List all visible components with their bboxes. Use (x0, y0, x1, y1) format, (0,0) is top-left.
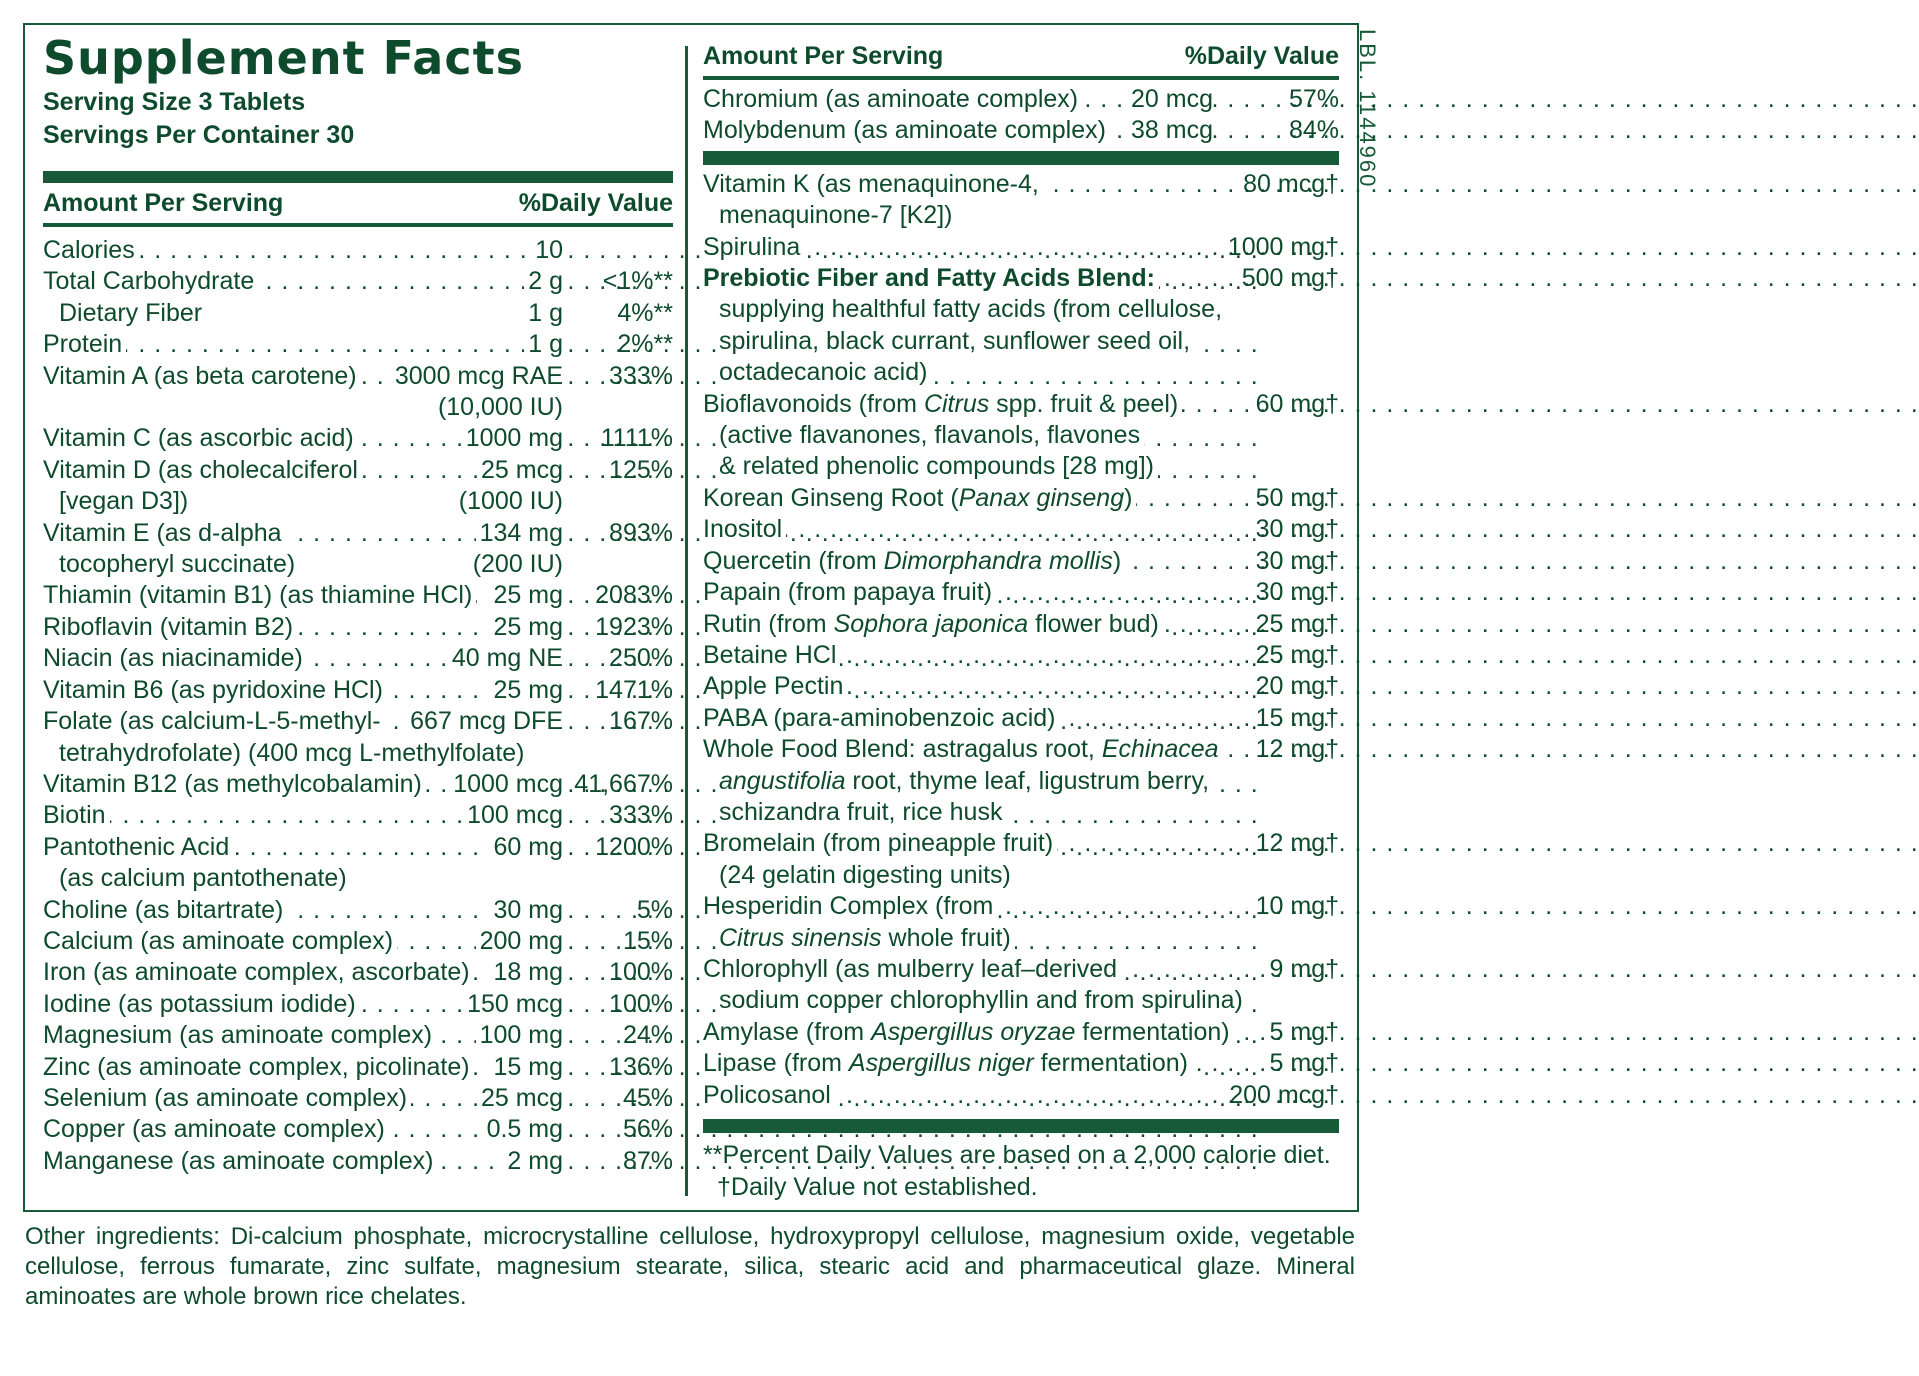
nutrient-name: Iron (as aminoate complex, ascorbate) 18 mg . . . (43, 957, 563, 988)
nutrient-name: Magnesium (as aminoate complex) 100 mg . . . (43, 1020, 563, 1051)
nutrient-name: Quercetin (from Dimorphandra mollis) . . . (703, 546, 1213, 577)
nutrient-amount: (10,000 IU) (434, 392, 563, 423)
nutrient-row (703, 860, 1339, 891)
nutrient-amount: 30 mg (490, 895, 563, 926)
nutrient-amount: 0.5 mg (483, 1114, 563, 1145)
nutrient-name: Selenium (as aminoate complex) 25 mcg . . . (43, 1083, 563, 1114)
nutrient-row (703, 671, 1339, 702)
nutrient-amount: 25 mg (490, 580, 563, 611)
nutrient-row (43, 863, 673, 894)
nutrient-daily-value: 333% (609, 801, 673, 830)
nutrient-row (43, 423, 673, 454)
nutrient-daily-value: 893% (609, 518, 673, 547)
nutrient-daily-value (1213, 797, 1339, 828)
nutrient-daily-value: 9 mg† (1269, 954, 1339, 983)
nutrient-amount: 1 g (524, 298, 563, 329)
nutrient-name: (24 gelatin digesting units) (703, 860, 1213, 891)
nutrient-daily-value: 25 mg† (1255, 609, 1339, 638)
nutrient-daily-value: 87% (622, 1146, 673, 1175)
nutrient-name: Vitamin K (as menaquinone-4, . . . (703, 169, 1213, 200)
nutrient-row (43, 266, 673, 297)
nutrient-row (43, 1020, 673, 1051)
nutrient-name: Lipase (from Aspergillus niger fermentation) . . . (703, 1048, 1213, 1079)
nutrient-name: Vitamin A (as beta carotene) 3000 mcg RAE . . . (43, 361, 563, 392)
nutrient-row (703, 640, 1339, 671)
nutrient-daily-value: 250% (609, 644, 673, 673)
nutrient-row (43, 518, 673, 549)
nutrient-name: Riboflavin (vitamin B2) 25 mg . . . (43, 612, 563, 643)
nutrient-name: Folate (as calcium-L-5-methyl- 667 mcg DFE . . . (43, 706, 563, 737)
nutrient-name: tetrahydrofolate) (400 mcg L-methylfolate) (43, 738, 563, 769)
nutrient-daily-value: 1111% (600, 424, 673, 453)
nutrient-daily-value (563, 738, 673, 769)
nutrient-row (43, 235, 673, 266)
nutrient-amount: 1 g (524, 329, 563, 360)
nutrient-name: & related phenolic compounds [28 mg]) (703, 451, 1213, 482)
nutrient-daily-value: 30 mg† (1255, 578, 1339, 607)
nutrient-amount: 10 (531, 235, 563, 266)
nutrient-name: Apple Pectin . . . (703, 671, 1213, 702)
nutrient-name: Amylase (from Aspergillus oryzae fermentation) . . . (703, 1017, 1213, 1048)
nutrient-amount: 1000 mcg (449, 769, 563, 800)
nutrient-row (43, 800, 673, 831)
nutrient-daily-value: 1000 mg† (1227, 232, 1339, 261)
nutrient-name: (active flavanones, flavanols, flavones (703, 420, 1213, 451)
nutrient-row (703, 514, 1339, 545)
nutrient-row (703, 389, 1339, 420)
nutrient-name: Spirulina . . . (703, 232, 1213, 263)
nutrient-daily-value: 2083% (595, 581, 673, 610)
footnote-daily-values: **Percent Daily Values are based on a 2,000 calorie diet. (703, 1141, 1331, 1169)
nutrient-name: Biotin 100 mcg . . . (43, 800, 563, 831)
nutrient-amount: 100 mcg (463, 800, 563, 831)
nutrient-daily-value: 1923% (595, 612, 673, 641)
nutrient-amount: 134 mg (476, 518, 563, 549)
nutrient-row (43, 580, 673, 611)
nutrient-row (43, 957, 673, 988)
nutrient-daily-value: 1471% (595, 675, 673, 704)
nutrient-name: tocopheryl succinate) (200 IU) (43, 549, 563, 580)
nutrient-amount: (1000 IU) (455, 486, 563, 517)
nutrient-row (703, 546, 1339, 577)
nutrient-daily-value: 24% (622, 1021, 673, 1050)
nutrient-daily-value: 84% (1288, 116, 1339, 145)
nutrient-row (703, 115, 1339, 146)
nutrient-row (703, 1080, 1339, 1111)
nutrient-daily-value (1213, 860, 1339, 891)
nutrient-daily-value: 2%** (617, 330, 673, 359)
nutrient-row (43, 769, 673, 800)
thin-rule (43, 223, 673, 227)
nutrient-daily-value: 500 mg† (1241, 264, 1339, 293)
nutrient-row (43, 895, 673, 926)
nutrient-name: Vitamin B6 (as pyridoxine HCl) 25 mg . . . (43, 675, 563, 706)
nutrient-row (703, 420, 1339, 451)
nutrient-daily-value: 1200% (595, 832, 673, 861)
daily-value-label: %Daily Value (1184, 42, 1339, 70)
nutrient-row (703, 232, 1339, 263)
nutrient-amount: (200 IU) (469, 549, 563, 580)
left-nutrient-list (43, 235, 673, 1177)
nutrient-row (703, 1017, 1339, 1048)
nutrient-name: Whole Food Blend: astragalus root, Echinacea . . . (703, 734, 1213, 765)
nutrient-amount: 25 mcg (477, 1083, 563, 1114)
nutrient-row (43, 643, 673, 674)
nutrient-amount: 100 mg (476, 1020, 563, 1051)
amount-per-serving-label: Amount Per Serving (703, 42, 944, 70)
nutrient-amount: 2 g (524, 266, 563, 297)
nutrient-row (703, 263, 1339, 294)
nutrient-row (43, 1146, 673, 1177)
servings-per-container: Servings Per Container 30 (43, 121, 355, 149)
nutrient-row (43, 549, 673, 580)
nutrient-name: Iodine (as potassium iodide) 150 mcg . . . (43, 989, 563, 1020)
nutrient-amount: 25 mg (490, 675, 563, 706)
nutrient-row (703, 734, 1339, 765)
nutrient-daily-value: 12 mg† (1255, 829, 1339, 858)
nutrient-name: schizandra fruit, rice husk (703, 797, 1213, 828)
nutrient-row (703, 84, 1339, 115)
column-header-right (703, 36, 1339, 76)
nutrient-row (703, 326, 1339, 357)
nutrient-row (703, 891, 1339, 922)
nutrient-amount: 60 mg (490, 832, 563, 863)
nutrient-name: Choline (as bitartrate) 30 mg . . . (43, 895, 563, 926)
nutrient-row (703, 923, 1339, 954)
nutrient-daily-value (563, 549, 673, 580)
nutrient-row (43, 329, 673, 360)
nutrient-daily-value: 100% (609, 989, 673, 1018)
nutrient-name: Vitamin B12 (as methylcobalamin) 1000 mcg . . . (43, 769, 563, 800)
nutrient-daily-value (1213, 420, 1339, 451)
right-ingredient-list (703, 169, 1339, 1111)
daily-value-label: %Daily Value (518, 189, 673, 217)
nutrient-amount: 38 mcg (1127, 115, 1213, 146)
nutrient-name: Manganese (as aminoate complex) 2 mg . . . (43, 1146, 563, 1177)
nutrient-name: supplying healthful fatty acids (from cellulose, (703, 294, 1213, 325)
nutrient-row (703, 294, 1339, 325)
nutrient-name: Calcium (as aminoate complex) 200 mg . . . (43, 926, 563, 957)
nutrient-row (703, 985, 1339, 1016)
nutrient-daily-value: 80 mcg† (1243, 169, 1339, 198)
nutrient-amount: 3000 mcg RAE (391, 361, 563, 392)
nutrient-name: Total Carbohydrate 2 g . . . (43, 266, 563, 297)
nutrient-name: Vitamin E (as d-alpha 134 mg . . . (43, 518, 563, 549)
nutrient-daily-value: 56% (622, 1115, 673, 1144)
footnote-not-established: †Daily Value not established. (717, 1173, 1038, 1201)
nutrient-daily-value: <1%** (602, 267, 673, 296)
right-top-nutrient-list (703, 84, 1339, 147)
nutrient-name: sodium copper chlorophyllin and from spirulina) (703, 985, 1213, 1016)
nutrient-name (43, 392, 563, 423)
nutrient-row (43, 706, 673, 737)
nutrient-amount: 200 mg (476, 926, 563, 957)
nutrient-daily-value: 100% (609, 958, 673, 987)
nutrient-daily-value: 12 mg† (1255, 735, 1339, 764)
nutrient-name: menaquinone-7 [K2]) (703, 200, 1213, 231)
nutrient-daily-value: 30 mg† (1255, 546, 1339, 575)
nutrient-daily-value: 5 mg† (1269, 1049, 1339, 1078)
nutrient-amount: 25 mcg (477, 455, 563, 486)
nutrient-row (43, 612, 673, 643)
nutrient-amount: 2 mg (503, 1146, 563, 1177)
nutrient-row (43, 675, 673, 706)
thin-rule (703, 76, 1339, 80)
nutrient-name: Inositol . . . (703, 514, 1213, 545)
nutrient-row (43, 1052, 673, 1083)
nutrient-daily-value (1213, 326, 1339, 357)
nutrient-row (43, 926, 673, 957)
nutrient-row (43, 455, 673, 486)
nutrient-daily-value: 4%** (617, 298, 673, 327)
nutrient-name: Korean Ginseng Root (Panax ginseng) . . . (703, 483, 1213, 514)
nutrient-amount: 1000 mg (462, 423, 563, 454)
nutrient-name: Niacin (as niacinamide) 40 mg NE . . . (43, 643, 563, 674)
nutrient-name: Vitamin D (as cholecalciferol 25 mcg . . . (43, 455, 563, 486)
nutrient-row (43, 738, 673, 769)
nutrient-daily-value (1213, 923, 1339, 954)
nutrient-name: spirulina, black currant, sunflower seed oil, (703, 326, 1213, 357)
nutrient-row (43, 832, 673, 863)
nutrient-row (703, 828, 1339, 859)
nutrient-amount: 20 mcg (1127, 84, 1213, 115)
nutrient-daily-value (1213, 200, 1339, 231)
panel-title: Supplement Facts (43, 31, 524, 85)
nutrient-daily-value (1213, 451, 1339, 482)
nutrient-row (703, 577, 1339, 608)
nutrient-daily-value (1213, 766, 1339, 797)
nutrient-daily-value: 45% (622, 1083, 673, 1112)
nutrient-daily-value: 167% (609, 707, 673, 736)
nutrient-row (703, 609, 1339, 640)
nutrient-daily-value: 5% (636, 895, 673, 924)
nutrient-name: Pantothenic Acid 60 mg . . . (43, 832, 563, 863)
nutrient-name: [vegan D3]) (1000 IU) (43, 486, 563, 517)
nutrient-name: angustifolia root, thyme leaf, ligustrum berry, (703, 766, 1213, 797)
nutrient-row (703, 1048, 1339, 1079)
nutrient-daily-value (1213, 357, 1339, 388)
other-ingredients: Other ingredients: Di-calcium phosphate, microcrystalline cellulose, hydroxypropyl cellulose, magnesium oxide, vegetable cellulose, ferrous fumarate, zinc sulfate, magnesium stearate, silica, stearic acid and pharmaceutical glaze. Mineral aminoates are whole brown rice chelates. (25, 1223, 1355, 1310)
nutrient-daily-value (563, 392, 673, 423)
nutrient-row (43, 989, 673, 1020)
nutrient-row (43, 486, 673, 517)
nutrient-daily-value: 200 mcg† (1229, 1080, 1339, 1109)
nutrient-name: Bromelain (from pineapple fruit) . . . (703, 828, 1213, 859)
nutrient-row (43, 361, 673, 392)
nutrient-row (703, 200, 1339, 231)
nutrient-name: Zinc (as aminoate complex, picolinate) 15 mg . . . (43, 1052, 563, 1083)
nutrient-name: Calories 10 . . . (43, 235, 563, 266)
nutrient-daily-value: 125% (609, 455, 673, 484)
nutrient-daily-value (563, 863, 673, 894)
amount-per-serving-label: Amount Per Serving (43, 189, 284, 217)
nutrient-name: Thiamin (vitamin B1) (as thiamine HCl) 25 mg . . . (43, 580, 563, 611)
serving-size: Serving Size 3 Tablets (43, 88, 306, 116)
nutrient-row (43, 392, 673, 423)
nutrient-name: Papain (from papaya fruit) . . . (703, 577, 1213, 608)
left-column (43, 30, 673, 1177)
nutrient-row (43, 298, 673, 329)
column-header (43, 183, 673, 223)
nutrient-name: Protein 1 g . . . (43, 329, 563, 360)
nutrient-name: Betaine HCl . . . (703, 640, 1213, 671)
nutrient-name: Citrus sinensis whole fruit) (703, 923, 1213, 954)
nutrient-row (703, 766, 1339, 797)
nutrient-daily-value: 30 mg† (1255, 515, 1339, 544)
nutrient-row (43, 1083, 673, 1114)
nutrient-name: Prebiotic Fiber and Fatty Acids Blend: . . . (703, 263, 1213, 294)
nutrient-daily-value: 25 mg† (1255, 640, 1339, 669)
nutrient-amount: 25 mg (490, 612, 563, 643)
nutrient-row (703, 451, 1339, 482)
nutrient-name: Rutin (from Sophora japonica flower bud) . . . (703, 609, 1213, 640)
nutrient-daily-value: 20 mg† (1255, 672, 1339, 701)
nutrient-row (703, 797, 1339, 828)
nutrient-daily-value: 50 mg† (1255, 483, 1339, 512)
nutrient-amount: 18 mg (490, 957, 563, 988)
thick-rule (43, 171, 673, 183)
nutrient-daily-value: 60 mg† (1255, 389, 1339, 418)
nutrient-daily-value: 15% (622, 926, 673, 955)
thick-rule (703, 151, 1339, 165)
nutrient-name: Molybdenum (as aminoate complex) 38 mcg . . . (703, 115, 1213, 146)
nutrient-row (43, 1114, 673, 1145)
nutrient-name: Chromium (as aminoate complex) 20 mcg . . . (703, 84, 1213, 115)
right-column (703, 36, 1339, 1203)
nutrient-daily-value: 5 mg† (1269, 1017, 1339, 1046)
nutrient-daily-value: 57% (1288, 85, 1339, 113)
nutrient-row (703, 703, 1339, 734)
nutrient-daily-value: 333% (609, 361, 673, 390)
nutrient-name: octadecanoic acid) (703, 357, 1213, 388)
nutrient-name: PABA (para-aminobenzoic acid) . . . (703, 703, 1213, 734)
label-code: LBL. 1144960 (1355, 29, 1380, 189)
nutrient-row (703, 357, 1339, 388)
nutrient-daily-value: 10 mg† (1255, 892, 1339, 921)
nutrient-daily-value (1213, 294, 1339, 325)
nutrient-daily-value: 136% (609, 1052, 673, 1081)
nutrient-row (703, 483, 1339, 514)
nutrient-name: Vitamin C (as ascorbic acid) 1000 mg . . . (43, 423, 563, 454)
nutrient-amount: 150 mcg (463, 989, 563, 1020)
nutrient-name: (as calcium pantothenate) (43, 863, 563, 894)
nutrient-amount: 40 mg NE (448, 643, 563, 674)
thick-rule (703, 1119, 1339, 1133)
nutrient-daily-value: 15 mg† (1255, 703, 1339, 732)
nutrient-daily-value: 41,667% (574, 769, 673, 798)
nutrient-name: Dietary Fiber 1 g (43, 298, 563, 329)
nutrient-name: Bioflavonoids (from Citrus spp. fruit & peel) . . . (703, 389, 1213, 420)
nutrient-amount: 15 mg (490, 1052, 563, 1083)
nutrient-name: Chlorophyll (as mulberry leaf–derived . . . (703, 954, 1213, 985)
nutrient-amount: 667 mcg DFE (406, 706, 563, 737)
nutrient-daily-value (563, 486, 673, 517)
nutrient-row (703, 954, 1339, 985)
nutrient-name: Hesperidin Complex (from . . . (703, 891, 1213, 922)
nutrient-name: Copper (as aminoate complex) 0.5 mg . . . (43, 1114, 563, 1145)
nutrient-row (703, 169, 1339, 200)
nutrient-name: Policosanol . . . (703, 1080, 1213, 1111)
